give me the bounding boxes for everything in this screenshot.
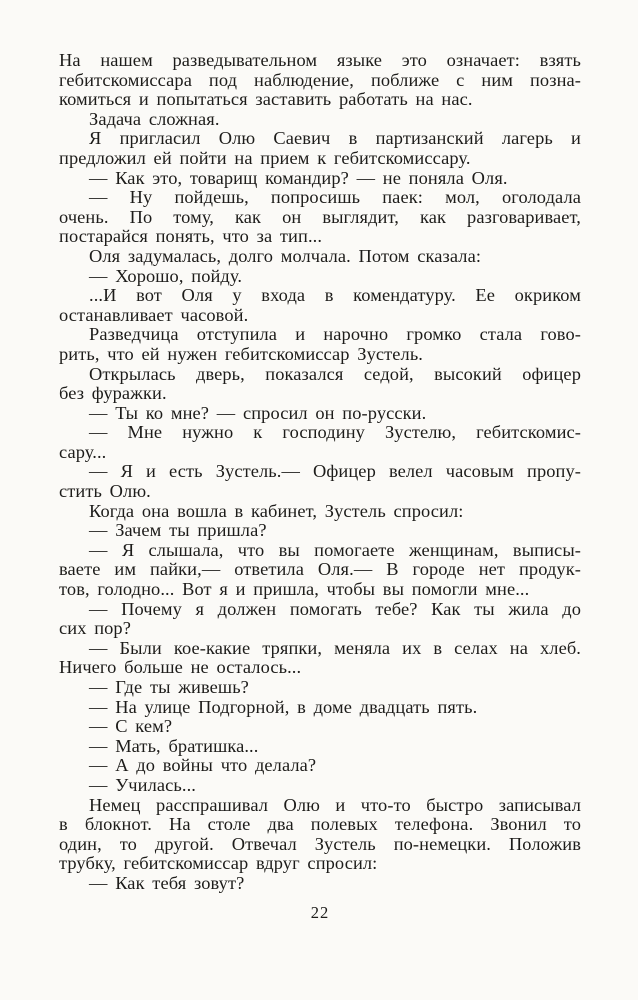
page-number: 22 (310, 903, 330, 922)
text-line: — Я и есть Зустель.— Офицер велел часовым пропу- (89, 461, 581, 482)
page-text (59, 51, 581, 894)
text-line: Открылась дверь, показался седой, высокий офицер (89, 363, 581, 384)
text-line: Я пригласил Олю Саевич в партизанский лагерь и (89, 128, 581, 149)
text-line: — Училась... (89, 774, 196, 795)
text-line: Задача сложная. (89, 108, 220, 129)
text-line: без фуражки. (59, 383, 167, 404)
text-line: Немец расспрашивал Олю и что-то быстро записывал (89, 794, 581, 815)
text-line: — Хорошо, пойду. (89, 265, 243, 286)
text-line: На нашем разведывательном языке это означает: взять (59, 50, 581, 70)
text-line: трубку, гебитскомиссар вдруг спросил: (59, 853, 378, 874)
text-line: — На улице Подгорной, в доме двадцать пять. (89, 696, 478, 717)
text-line: — Мать, братишка... (89, 735, 259, 756)
text-line: — Почему я должен помогать тебе? Как ты жила до (89, 598, 581, 619)
text-line: рить, что ей нужен гебитскомиссар Зустель. (59, 343, 424, 364)
text-line: сих пор? (59, 618, 131, 639)
text-line: Оля задумалась, долго молчала. Потом сказала: (89, 245, 482, 266)
text-line: — Ты ко мне? — спросил он по-русски. (89, 402, 427, 423)
text-line: тов, голодно... Вот я и пришла, чтобы вы помогли мне... (59, 579, 530, 600)
text-line: — Мне нужно к господину Зустелю, гебитскомис- (89, 422, 581, 443)
text-line: — Ну пойдешь, попросишь паек: мол, оголодала (89, 187, 581, 208)
text-line: один, то другой. Отвечал Зустель по-немецки. Положив (59, 833, 581, 854)
text-line: ваете им пайки,— ответила Оля.— В городе нет продук- (59, 559, 581, 580)
text-line: очень. По тому, как он выглядит, как разговаривает, (59, 206, 581, 227)
text-line: — С кем? (89, 716, 173, 737)
text-line: гебитскомиссара под наблюдение, поближе с ним позна- (59, 69, 581, 90)
text-line: — Как это, товарищ командир? — не поняла Оля. (89, 167, 508, 188)
text-line: стить Олю. (59, 481, 151, 502)
text-line: предложил ей пойти на прием к гебитскомиссару. (59, 147, 471, 168)
text-line: сару... (59, 441, 107, 462)
text-line: Разведчица отступила и нарочно громко стала гово- (89, 324, 581, 345)
text-line: ...И вот Оля у входа в комендатуру. Ее окриком (89, 285, 581, 306)
text-line: останавливает часовой. (59, 304, 249, 325)
text-line: — А до войны что делала? (89, 755, 317, 776)
text-line: — Зачем ты пришла? (89, 520, 267, 541)
text-line: комиться и попытаться заставить работать на нас. (59, 89, 473, 110)
text-line: — Где ты живешь? (89, 677, 249, 697)
text-line: постарайся понять, что за тип... (59, 226, 323, 247)
text-line: в блокнот. На столе два полевых телефона. Звонил то (59, 814, 581, 835)
text-line: — Я слышала, что вы помогаете женщинам, выписы- (89, 539, 581, 560)
text-line: — Были кое-какие тряпки, меняла их в селах на хлеб. (89, 637, 581, 658)
text-line: — Как тебя зовут? (89, 872, 245, 893)
text-line: Когда она вошла в кабинет, Зустель спросил: (89, 500, 464, 521)
text-line: Ничего больше не осталось... (59, 657, 302, 678)
